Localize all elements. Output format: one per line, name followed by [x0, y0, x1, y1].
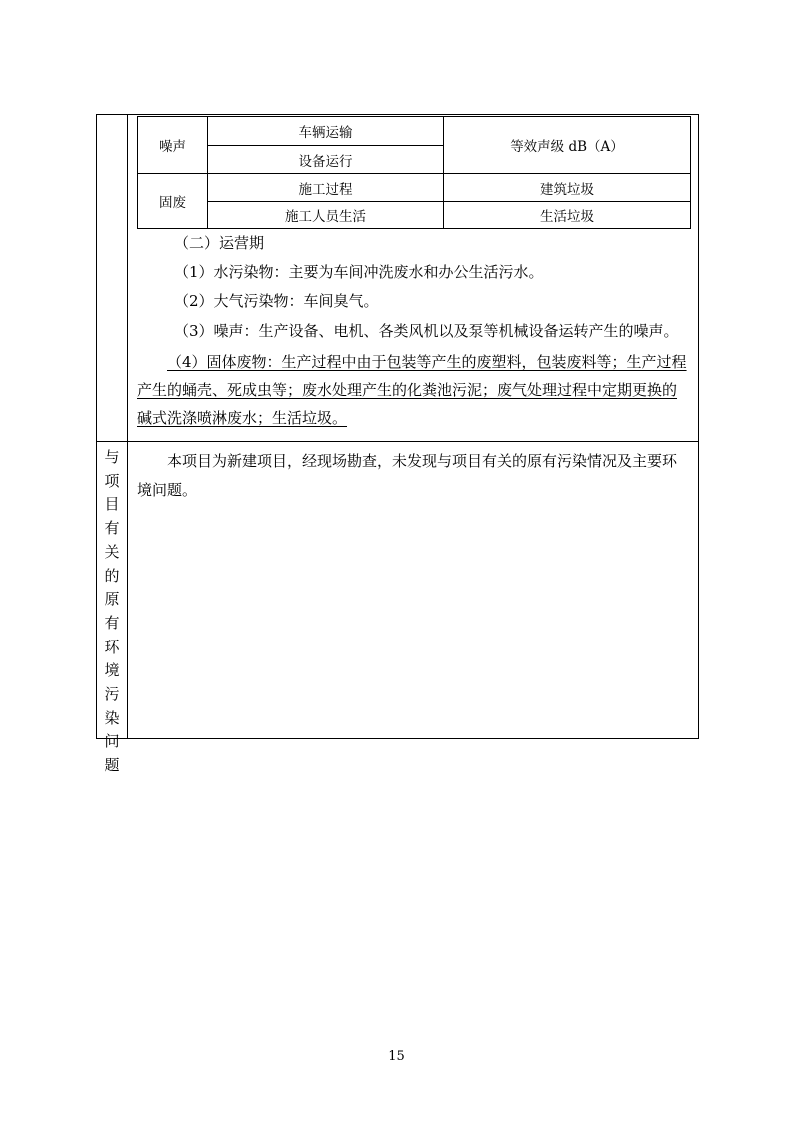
solid-waste-category-cell: 固废 — [138, 174, 208, 229]
operation-item-noise: （3）噪声：生产设备、电机、各类风机以及泵等机械设备运转产生的噪声。 — [174, 322, 679, 340]
label-char: 与 — [104, 448, 120, 466]
operation-item-air: （2）大气污染物：车间臭气。 — [174, 292, 379, 310]
label-char: 境 — [104, 661, 120, 680]
noise-source-cell: 设备运行 — [208, 146, 444, 174]
page-number: 15 — [388, 1049, 405, 1064]
label-char: 有 — [104, 613, 120, 632]
label-char: 项 — [104, 471, 120, 490]
pollution-table — [137, 116, 691, 229]
original-pollution-label — [100, 446, 124, 778]
table-row — [138, 202, 691, 229]
noise-category-cell: 噪声 — [138, 117, 208, 174]
label-column-divider — [127, 114, 128, 739]
noise-indicator-cell: 等效声级 dB（A） — [444, 117, 691, 174]
noise-source-cell: 车辆运输 — [208, 117, 444, 146]
label-char: 的 — [104, 566, 120, 585]
label-char: 污 — [104, 685, 120, 704]
table-row — [138, 174, 691, 202]
label-char: 问 — [104, 732, 120, 751]
original-pollution-text: 本项目为新建项目，经现场勘查，未发现与项目有关的原有污染情况及主要环境问题。 — [137, 452, 678, 499]
table-row — [138, 117, 691, 146]
section-divider — [96, 441, 699, 442]
operation-period-heading: （二）运营期 — [174, 234, 265, 252]
label-char: 关 — [104, 542, 120, 561]
label-char: 原 — [104, 590, 120, 609]
operation-item-water: （1）水污染物：主要为车间冲洗废水和办公生活污水。 — [174, 263, 544, 281]
operation-item-solid-waste: （4）固体废物：生产过程中由于包装等产生的废塑料，包装废料等；生产过程产生的蛹壳、死成虫等；废水处理产生的化粪池污泥；废气处理过程中定期更换的碱式洗涤喷淋废水；生活垃圾。 — [137, 353, 687, 427]
label-char: 环 — [104, 637, 120, 656]
label-char: 染 — [104, 708, 120, 727]
label-char: 有 — [104, 519, 120, 538]
solid-waste-indicator-cell: 建筑垃圾 — [444, 174, 691, 202]
label-char: 目 — [104, 495, 120, 514]
solid-waste-source-cell: 施工人员生活 — [208, 202, 444, 229]
solid-waste-indicator-cell: 生活垃圾 — [444, 202, 691, 229]
label-char: 题 — [104, 756, 120, 775]
solid-waste-source-cell: 施工过程 — [208, 174, 444, 202]
